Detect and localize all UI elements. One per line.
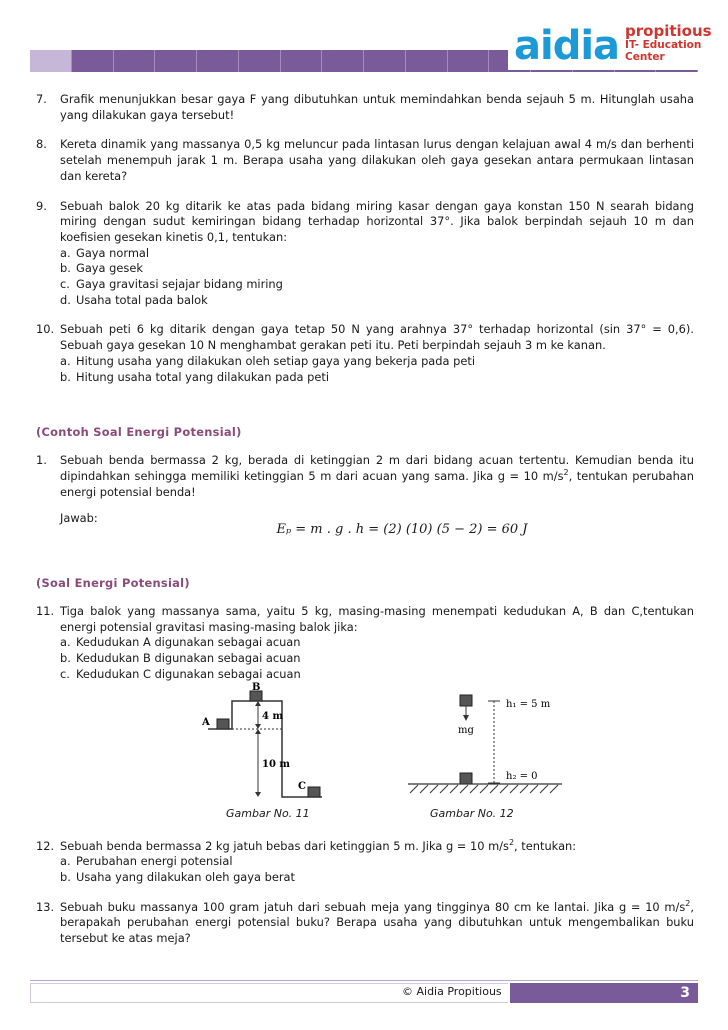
figure-12-caption: Gambar No. 12 bbox=[430, 806, 514, 820]
question-number: 7. bbox=[36, 92, 47, 106]
label-c: C bbox=[298, 780, 306, 792]
figure-11-caption: Gambar No. 11 bbox=[226, 806, 310, 820]
question-number: 11. bbox=[36, 604, 55, 619]
answer-formula: Eₚ = m . g . h = (2) (10) (5 − 2) = 60 J bbox=[276, 522, 528, 538]
sub-item: c. Kedudukan C digunakan sebagai acuan bbox=[60, 666, 301, 681]
question-number: 10. bbox=[36, 322, 55, 337]
sub-item: b. Kedudukan B digunakan sebagai acuan bbox=[60, 651, 301, 666]
question-12 bbox=[36, 839, 694, 886]
document-body bbox=[36, 92, 694, 961]
example-1 bbox=[36, 453, 694, 538]
sub-item: b. Usaha yang dilakukan oleh gaya berat bbox=[60, 869, 295, 884]
label-b: B bbox=[252, 681, 261, 693]
sub-item: b. Hitung usaha total yang dilakukan pada peti bbox=[60, 369, 330, 384]
sub-item: a. Hitung usaha yang dilakukan oleh setiap gaya yang bekerja pada peti bbox=[60, 353, 475, 368]
sub-item: d. Usaha total pada balok bbox=[60, 292, 208, 307]
section-heading-example: (Contoh Soal Energi Potensial) bbox=[36, 425, 242, 440]
question-text: Sebuah benda bermassa 2 kg, berada di ketinggian 2 m dari bidang acuan tertentu. Kemudian benda itu dipindahkan sehingga memiliki ketinggian 5 m dari acuan yang sama. Jika g = 10 $m/s^2$, tentukan perubahan energi potensial benda! bbox=[60, 453, 694, 499]
logo-tagline-bottom: IT- Education Center bbox=[625, 39, 702, 63]
answer-label: Jawab: bbox=[60, 511, 98, 526]
question-text: Tiga balok yang massanya sama, yaitu 5 kg, masing-masing menempati kedudukan A, B dan C,tentukan energi potensial gravitasi masing-masing balok jika: bbox=[60, 604, 694, 634]
question-8 bbox=[36, 137, 694, 184]
question-13 bbox=[36, 900, 694, 947]
page-footer bbox=[30, 980, 698, 1002]
question-number: 12. bbox=[36, 838, 55, 853]
figures-row bbox=[36, 681, 694, 829]
question-text: Sebuah benda bermassa 2 kg jatuh bebas dari ketinggian 5 m. Jika g = 10 $m/s^2$, tentukan: bbox=[60, 837, 577, 853]
logo-tagline-top: propitious bbox=[625, 22, 712, 40]
question-text: Sebuah balok 20 kg ditarik ke atas pada bidang miring kasar dengan gaya konstan 150 N searah bidang miring dengan sudut kemiringan bidang terhadap horizontal 37°. Jika balok berpindah sejauh 10 m dan koefisien gesekan kinetis 0,1, tentukan: bbox=[60, 198, 694, 244]
height-4m: 4 m bbox=[262, 710, 284, 722]
label-h1: h₁ = 5 m bbox=[506, 698, 551, 710]
question-10 bbox=[36, 322, 694, 385]
question-number: 13. bbox=[36, 899, 55, 914]
page-header bbox=[0, 0, 728, 80]
question-number: 1. bbox=[36, 453, 47, 468]
question-9 bbox=[36, 199, 694, 309]
question-text: Grafik menunjukkan besar gaya F yang dibutuhkan untuk memindahkan benda sejauh 5 m. Hitunglah usaha yang dilakukan gaya tersebut! bbox=[60, 92, 694, 122]
question-text: Sebuah buku massanya 100 gram jatuh dari sebuah meja yang tingginya 80 cm ke lantai. Jika g = 10 $m/s^2$, berapakah perubahan energi potensial buku? Berapa usaha yang dibutuhkan untuk mengembalikan buku tersebut ke atas meja? bbox=[60, 898, 694, 946]
question-text: Sebuah peti 6 kg ditarik dengan gaya tetap 50 N yang arahnya 37° terhadap horizontal (sin 37° = 0,6). Sebuah gaya gesekan 10 N menghambat gerakan peti itu. Peti berpindah sejauh 3 m ke kanan. bbox=[60, 322, 694, 353]
label-h2: h₂ = 0 bbox=[506, 770, 538, 782]
sub-item: c. Gaya gravitasi sejajar bidang miring bbox=[60, 277, 283, 292]
question-number: 8. bbox=[36, 137, 47, 152]
question-number: 9. bbox=[36, 198, 47, 213]
question-text: Kereta dinamik yang massanya 0,5 kg meluncur pada lintasan lurus dengan kelajuan awal 4 m/s dan berhenti setelah menempuh jarak 1 m. Berapa usaha yang dilakukan oleh gaya gesekan antara permukaan lintasan dan kereta? bbox=[60, 137, 694, 183]
sub-item: a. Perubahan energi potensial bbox=[60, 854, 233, 869]
logo-word: aidia bbox=[514, 23, 620, 69]
footer-copyright: © Aidia Propitious bbox=[402, 985, 502, 998]
sub-item: b. Gaya gesek bbox=[60, 261, 143, 276]
label-a: A bbox=[202, 716, 210, 728]
page-number: 3 bbox=[510, 983, 698, 1003]
figure-11-diagram bbox=[202, 681, 362, 807]
aidia-logo bbox=[508, 14, 728, 70]
label-mg: mg bbox=[458, 724, 474, 736]
section-heading-exercise: (Soal Energi Potensial) bbox=[36, 576, 190, 591]
question-7 bbox=[36, 92, 694, 123]
height-10m: 10 m bbox=[262, 758, 290, 770]
question-11 bbox=[36, 604, 694, 683]
sub-item: a. Kedudukan A digunakan sebagai acuan bbox=[60, 635, 301, 650]
sub-item: a. Gaya normal bbox=[60, 245, 150, 260]
figure-12-diagram bbox=[402, 689, 572, 807]
